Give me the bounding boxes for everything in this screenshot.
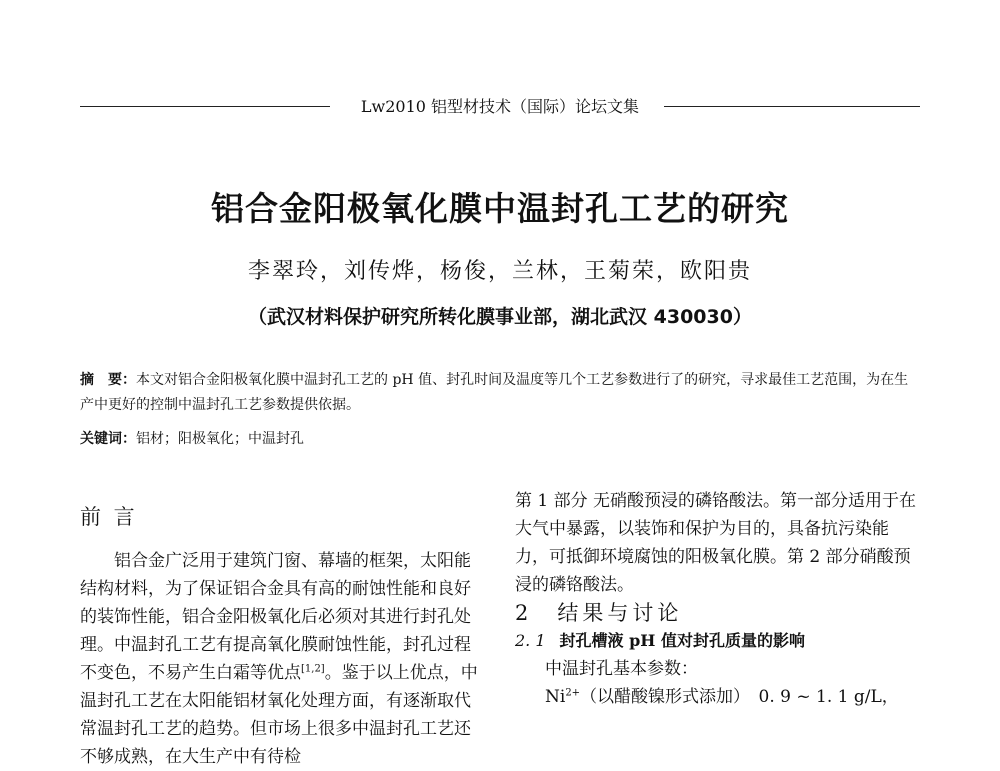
keywords-label: 关键词： bbox=[80, 431, 136, 447]
param-ni bbox=[515, 683, 920, 711]
paper-title: 铝合金阳极氧化膜中温封孔工艺的研究 bbox=[211, 189, 789, 228]
param-intro: 中温封孔基本参数： bbox=[545, 659, 698, 679]
param-ni-label: Ni bbox=[545, 687, 566, 707]
keywords-text: 铝材；阳极氧化；中温封孔 bbox=[136, 431, 304, 447]
preface-text-a: 铝合金广泛用于建筑门窗、幕墙的框架，太阳能结构材料，为了保证铝合金具有高的耐蚀性能和良好的装饰性能，铝合金阳极氧化后必须对其进行封孔处理。中温封孔工艺有提高氧化膜耐蚀性能，封孔过程不变色，不易产生白霜等优点 bbox=[80, 551, 471, 683]
keywords bbox=[80, 429, 922, 449]
subsection-heading-ph bbox=[515, 627, 920, 655]
param-ni-charge: 2+ bbox=[565, 687, 581, 699]
paper-authors: 李翠玲，刘传烨，杨俊，兰林，王菊荣，欧阳贵 bbox=[247, 259, 752, 284]
abstract-label: 摘 要： bbox=[80, 372, 136, 388]
right-column bbox=[515, 487, 920, 711]
abstract-text: 本文对铝合金阳极氧化膜中温封孔工艺的 pH 值、封孔时间及温度等几个工艺参数进行了的研究，寻求最佳工艺范围，为在生产中更好的控制中温封孔工艺参数提供依据。 bbox=[80, 372, 909, 413]
param-ni-text: （以醋酸镍形式添加） 0. 9 ~ 1. 1 g/L， bbox=[580, 687, 899, 707]
paper-affiliation: （武汉材料保护研究所转化膜事业部，湖北武汉 430030） bbox=[248, 306, 752, 328]
left-column bbox=[80, 503, 482, 771]
citation-ref: [1,2] bbox=[301, 663, 325, 675]
subsection-title: 封孔槽液 pH 值对封孔质量的影响 bbox=[559, 631, 805, 650]
subsection-number: 2. 1 bbox=[515, 631, 546, 650]
abstract bbox=[80, 368, 922, 418]
preface-text-b: 。鉴于以上优点，中温封孔工艺在太阳能铝材氧化处理方面，有逐渐取代常温封孔工艺的趋势。但市场上很多中温封孔工艺还不够成熟，在大生产中有待检 bbox=[80, 663, 478, 767]
preface-paragraph bbox=[80, 547, 482, 771]
right-paragraph: 第 1 部分 无硝酸预浸的磷铬酸法。第一部分适用于在大气中暴露，以装饰和保护为目的，具备抗污染能力，可抵御环境腐蚀的阳极氧化膜。第 2 部分硝酸预浸的磷铬酸法。 bbox=[515, 491, 917, 595]
section-heading-results: 2 结果与讨论 bbox=[515, 601, 683, 625]
running-header bbox=[0, 94, 1000, 117]
running-header-text: Lw2010 铝型材技术（国际）论坛文集 bbox=[351, 97, 649, 116]
section-heading-preface: 前 言 bbox=[80, 505, 138, 529]
